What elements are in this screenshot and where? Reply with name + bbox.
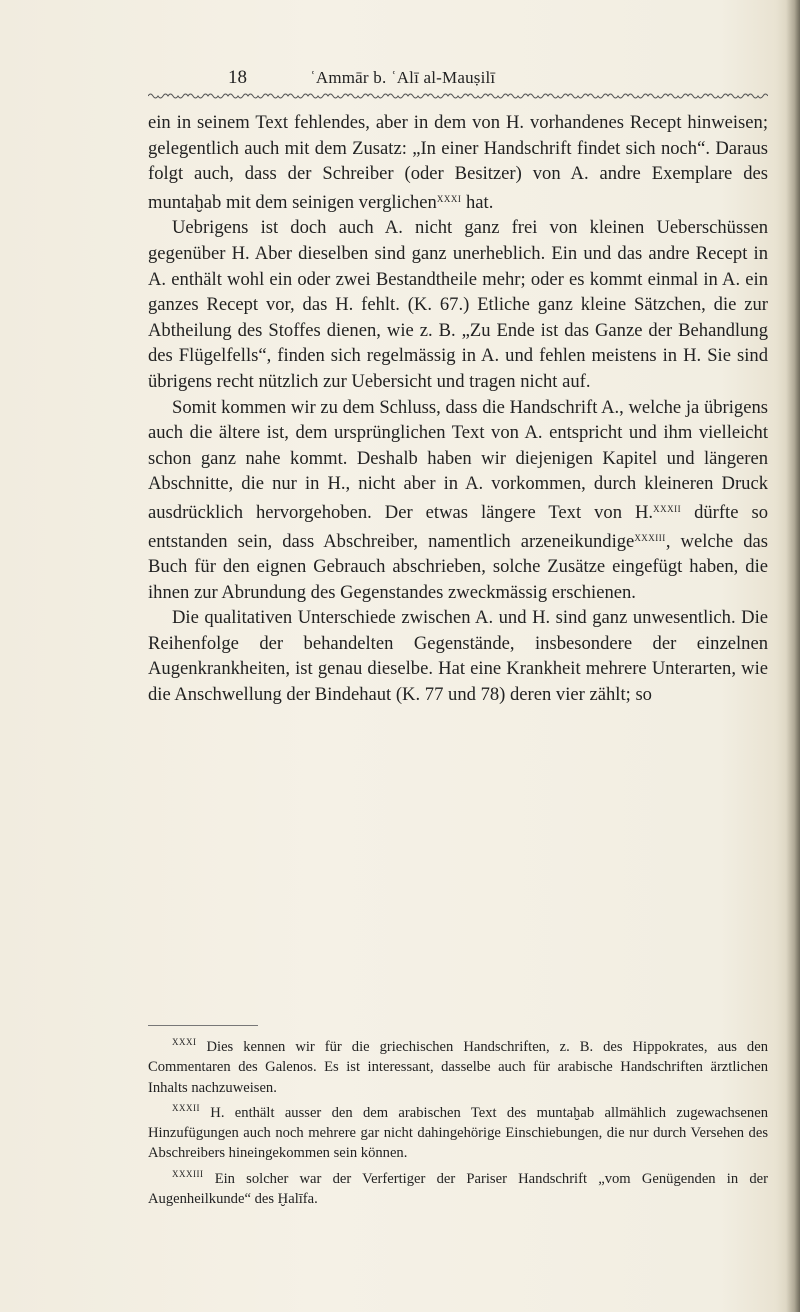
footnotes <box>148 1032 768 1209</box>
footnote-text: Dies kennen wir für die griechischen Handschriften, z. B. des Hippokrates, aus den Commentaren des Galenos. Es ist interessant, dasselbe auch für arabische Handschriften ärztlichen Inhalts nachzuweisen. <box>148 1039 768 1096</box>
footnote-mark: XXXIII <box>172 1168 204 1179</box>
paragraph-text: dürfte so entstanden sein, dass Abschreiber, namentlich arzeneikundige <box>148 501 768 552</box>
footnote-ref: XXXII <box>653 503 682 514</box>
running-head: ʿAmmār b. ʿAlī al-Mauṣilī <box>310 68 496 87</box>
footnote-ref: XXXIII <box>634 532 666 543</box>
footnote-text: Ein solcher war der Verfertiger der Pariser Handschrift „vom Genügenden in der Augenheilkunde“ des Ḫalīfa. <box>148 1170 768 1208</box>
page-header <box>228 66 748 90</box>
footnote <box>148 1164 768 1210</box>
footnote-mark: XXXII <box>172 1102 200 1113</box>
paragraph <box>148 215 768 394</box>
ornamental-rule <box>148 90 768 102</box>
paragraph-text: Die qualitativen Unterschiede zwischen A. und H. sind ganz unwesentlich. Die Reihenfolge der behandelten Gegenstände, insbesondere der einzelnen Augenkrankheiten, ist genau dieselbe. Hat eine Krankheit mehrere Unterarten, wie die Anschwellung der Bindehaut (K. 77 und 78) deren vier zählt; so <box>148 607 768 706</box>
footnote-separator <box>148 1025 258 1026</box>
paragraph-text: hat. <box>461 191 494 213</box>
paragraph-text: Somit kommen wir zu dem Schluss, dass die Handschrift A., welche ja übrigens auch die ältere ist, dem ursprünglichen Text von A. entspricht und ihm vielleicht schon ganz nahe kommt. Deshalb haben wir diejenigen Kapitel und längeren Abschnitte, die nur in H., nicht aber in A. vorkommen, durch kleineren Druck ausdrücklich hervorgehoben. Der etwas längere Text von H. <box>148 396 768 523</box>
paragraph-text: ein in seinem Text fehlendes, aber in dem von H. vorhandenes Recept hinweisen; gelegentlich auch mit dem Zusatz: „In einer Handschrift findet sich noch“. Daraus folgt auch, dass der Schreiber (oder Besitzer) von A. andre Exemplare des muntaḫab mit dem seinigen verglichen <box>148 112 768 213</box>
paragraph-text: , welche das Buch für den eignen Gebrauch abschrieben, solche Zusätze eingefügt haben, die ihnen zur Abrundung des Gegenstandes zweckmässig erschienen. <box>148 530 768 603</box>
paragraph <box>148 395 768 606</box>
footnote-ref: XXXI <box>436 193 462 204</box>
paragraph-text: Uebrigens ist doch auch A. nicht ganz frei von kleinen Ueberschüssen gegenüber H. Aber dieselben sind ganz unerheblich. Ein und das andre Recept in A. enthält wohl ein oder zwei Bestandtheile mehr; oder es kommt einmal in A. ein ganzes Recept vor, das H. fehlt. (K. 67.) Etliche ganz kleine Sätzchen, die zur Abtheilung des Stoffes dienen, wie z. B. „Zu Ende ist das Ganze der Behandlung des Flügelfells“, finden sich regelmässig in A. und fehlen meistens in H. Sie sind übrigens recht nützlich zur Uebersicht und tragen nicht auf. <box>148 217 768 392</box>
footnote-mark: XXXI <box>172 1037 197 1047</box>
page-edge-shadow <box>786 0 800 1312</box>
footnote-text: H. enthält ausser den dem arabischen Text des muntaḫab allmählich zugewachsenen Hinzufügungen auch noch mehrere gar nicht dahingehörige Einschiebungen, die nur durch Versehen des Abschreibers hineingekommen sein können. <box>148 1104 768 1162</box>
page-number: 18 <box>228 67 247 88</box>
paragraph <box>148 605 768 707</box>
footnote <box>148 1032 768 1098</box>
footnote <box>148 1098 768 1164</box>
main-text <box>148 110 768 708</box>
paragraph <box>148 110 768 215</box>
